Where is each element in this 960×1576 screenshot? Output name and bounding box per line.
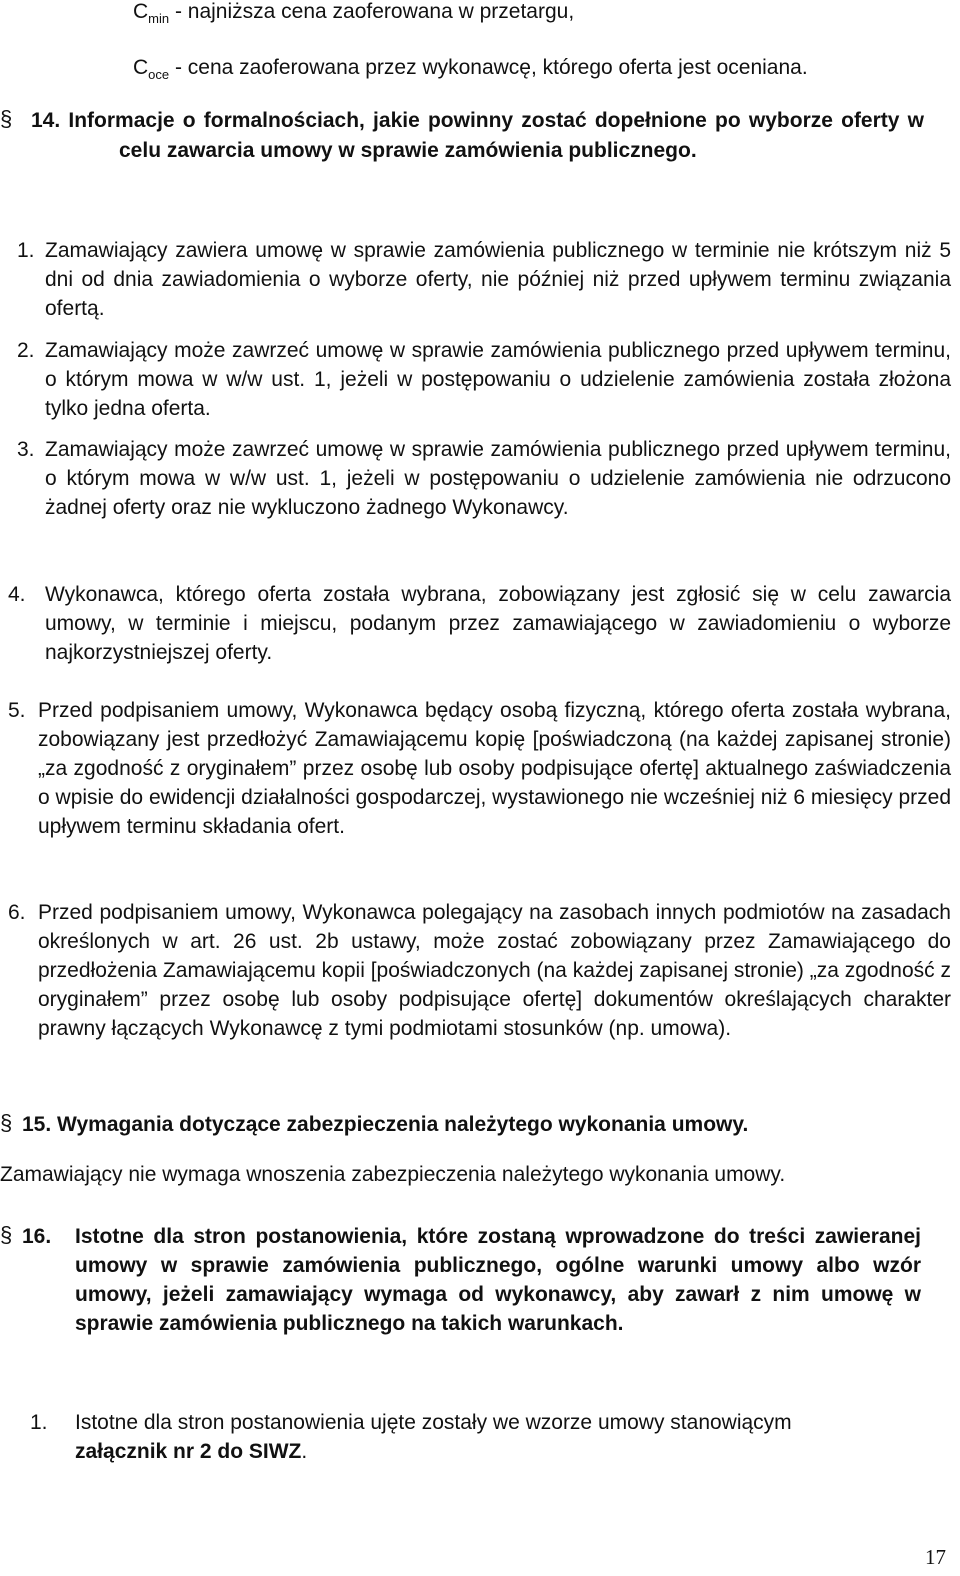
page-number: 17	[925, 1545, 946, 1569]
item-number: 5.	[8, 699, 26, 722]
item-number: 3.	[17, 438, 35, 461]
section-16-item-1	[30, 1408, 951, 1466]
section-14-title	[31, 106, 924, 166]
definition-text: - najniższa cena zaoferowana w przetargu,	[169, 0, 575, 23]
item-text: Zamawiający zawiera umowę w sprawie zamówienia publicznego w terminie nie krótszym niż 5 dni od dnia zawiadomienia o wyborze oferty, nie później niż przed upływem terminu związania ofertą.	[45, 239, 951, 320]
item-text: Przed podpisaniem umowy, Wykonawca polegający na zasobach innych podmiotów na zasadach określonych w art. 26 ust. 2b ustawy, może zostać zobowiązany przez Zamawiającego do przedłożenia Zamawiającemu kopii [poświadczonych (na każdej zapisanej stronie) „za zgodność z oryginałem” przez osobę lub osoby podpisujące ofertę] dokumentów określających charakter prawny łączących Wykonawcę z tymi podmiotami stosunków (np. umowa).	[38, 901, 951, 1040]
item-text: Wykonawca, którego oferta została wybrana, zobowiązany jest zgłosić się w celu zawarcia umowy, w terminie i miejscu, podanym przez zamawiającego w zawiadomieniu o wyborze najkorzystniejszej oferty.	[45, 583, 951, 664]
item-text: Zamawiający może zawrzeć umowę w sprawie zamówienia publicznego przed upływem terminu, o którym mowa w w/w ust. 1, jeżeli w postępowaniu o udzielenie zamówienia została złożona tylko jedna oferta.	[45, 339, 951, 420]
item-number: 2.	[17, 339, 35, 362]
section-marker: §	[0, 1110, 13, 1135]
section-16-title: Istotne dla stron postanowienia, które zostaną wprowadzone do treści zawieranej umowy w sprawie zamówienia publicznego, ogólne warunki umowy albo wzór umowy, jeżeli zamawiający wymaga od wykonawcy, aby zawarł z nim umowę w sprawie zamówienia publicznego na takich warunkach.	[75, 1225, 921, 1335]
item-text: Przed podpisaniem umowy, Wykonawca będący osobą fizyczną, którego oferta została wybrana, zobowiązany jest przedłożyć Zamawiającemu kopię [poświadczoną (na każdej zapisanej stronie) „za zgodność z oryginałem” przez osobę lub osoby podpisujące ofertę] aktualnego zaświadczenia o wpisie do ewidencji działalności gospodarczej, wystawionego nie wcześniej niż 6 miesięcy przed upływem terminu składania ofert.	[38, 699, 951, 838]
section-15-title: 15. Wymagania dotyczące zabezpieczenia należytego wykonania umowy.	[22, 1113, 749, 1136]
item-number: 4.	[8, 583, 26, 606]
section-14-item-4	[8, 580, 951, 667]
definition-subscript: oce	[148, 67, 170, 82]
section-marker: §	[0, 106, 13, 131]
definition-text: - cena zaoferowana przez wykonawcę, którego oferta jest oceniana.	[169, 56, 808, 79]
item-text-main: Istotne dla stron postanowienia ujęte zostały we wzorze umowy stanowiącym	[75, 1411, 792, 1434]
definition-coce	[133, 56, 808, 82]
section-16-number: 16.	[22, 1225, 52, 1248]
section-14-item-6	[8, 898, 951, 1043]
section-14-item-1	[17, 236, 951, 323]
definition-subscript: min	[148, 11, 170, 26]
definition-symbol: C	[133, 0, 149, 23]
item-number: 1.	[17, 239, 35, 262]
item-number: 6.	[8, 901, 26, 924]
section-14-item-5	[8, 696, 951, 841]
definition-cmin	[133, 0, 574, 26]
item-text	[75, 1408, 951, 1466]
section-14-item-3	[17, 435, 951, 522]
section-15-text: Zamawiający nie wymaga wnoszenia zabezpieczenia należytego wykonania umowy.	[0, 1163, 786, 1186]
item-text-bold: załącznik nr 2 do SIWZ	[75, 1440, 302, 1463]
item-number: 1.	[30, 1411, 48, 1434]
item-text: Zamawiający może zawrzeć umowę w sprawie zamówienia publicznego przed upływem terminu, o którym mowa w w/w ust. 1, jeżeli w postępowaniu o udzielenie zamówienia nie odrzucono żadnej oferty oraz nie wykluczono żadnego Wykonawcy.	[45, 438, 951, 519]
item-text-tail: .	[301, 1440, 308, 1463]
section-14-item-2	[17, 336, 951, 423]
section-14-title-text: 14. Informacje o formalnościach, jakie powinny zostać dopełnione po wyborze oferty w celu zawarcia umowy w sprawie zamówienia publicznego.	[31, 109, 924, 162]
section-marker: §	[0, 1222, 13, 1247]
definition-symbol: C	[133, 56, 149, 79]
